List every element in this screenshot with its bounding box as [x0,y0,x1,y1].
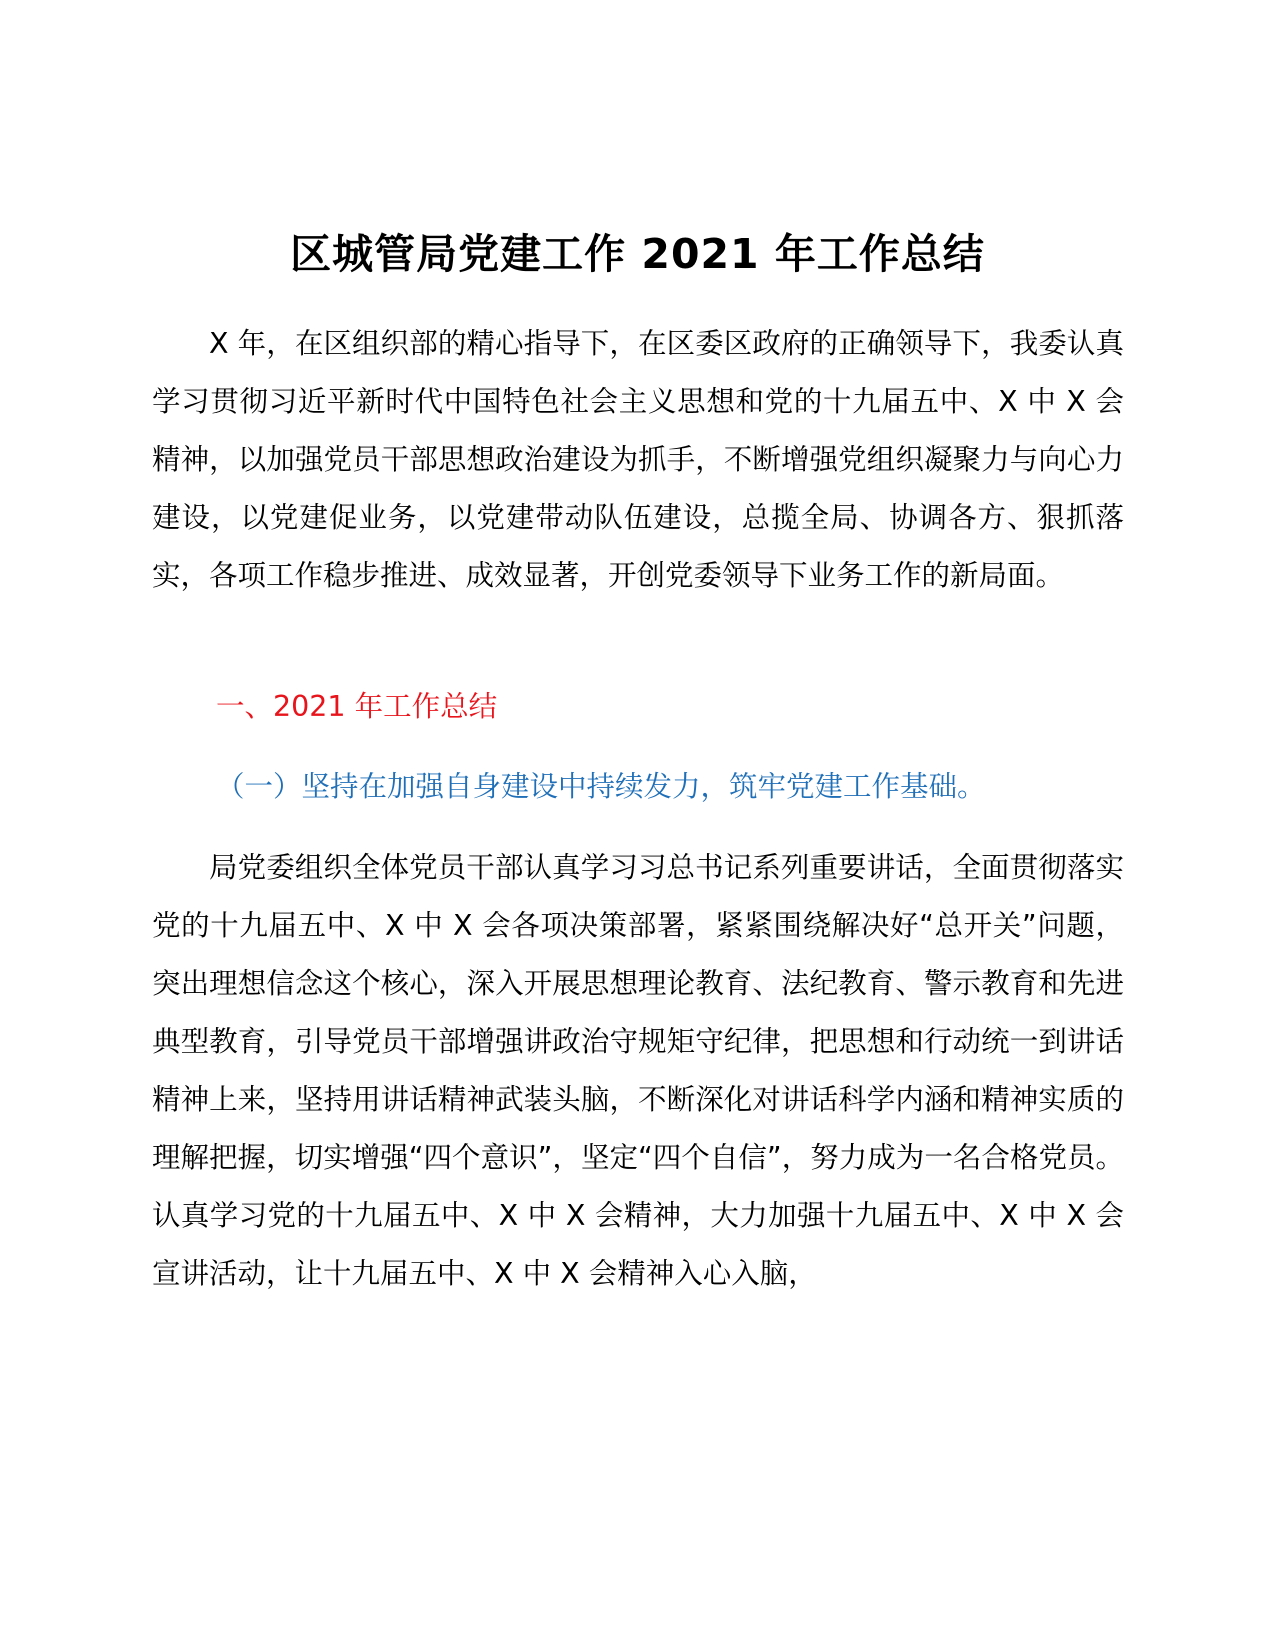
document-title: 区城管局党建工作 2021 年工作总结 [290,230,985,278]
subsection-heading: （一）坚持在加强自身建设中持续发力，筑牢党建工作基础。 [216,770,986,803]
intro-paragraph: X 年，在区组织部的精心指导下，在区委区政府的正确领导下，我委认真学习贯彻习近平新时代中国特色社会主义思想和党的十九届五中、X 中 X 会精神，以加强党员干部思想政治建设为抓手，不断增强党组织凝聚力与向心力建设，以党建促业务，以党建带动队伍建设，总揽全局、协调各方、狠抓落实，各项工作稳步推进、成效显著，开创党委领导下业务工作的新局面。 [152,327,1124,592]
section-heading: 一、2021 年工作总结 [216,690,498,723]
body-paragraph: 局党委组织全体党员干部认真学习习总书记系列重要讲话，全面贯彻落实党的十九届五中、X 中 X 会各项决策部署，紧紧围绕解决好“总开关”问题，突出理想信念这个核心，深入开展思想理论教育、法纪教育、警示教育和先进典型教育，引导党员干部增强讲政治守规矩守纪律，把思想和行动统一到讲话精神上来，坚持用讲话精神武装头脑，不断深化对讲话科学内涵和精神实质的理解把握，切实增强“四个意识”，坚定“四个自信”，努力成为一名合格党员。认真学习党的十九届五中、X 中 X 会精神，大力加强十九届五中、X 中 X 会宣讲活动，让十九届五中、X 中 X 会精神入心入脑， [152,851,1124,1290]
